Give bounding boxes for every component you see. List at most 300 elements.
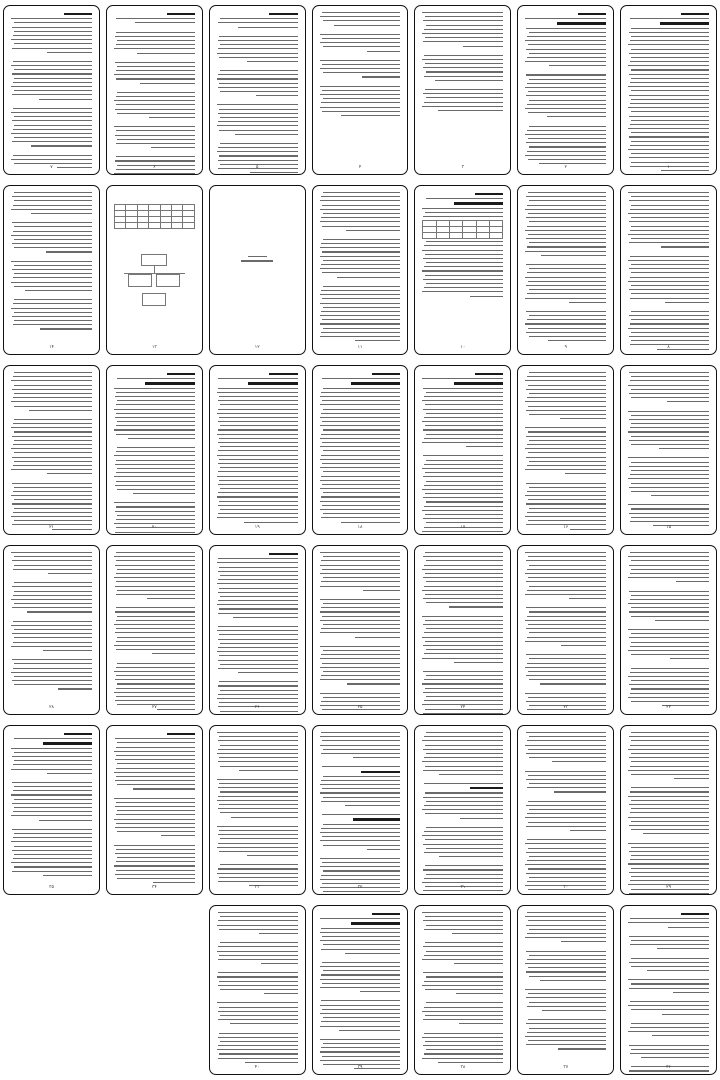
text-line (529, 487, 607, 488)
text-line (323, 388, 401, 389)
text-line (629, 53, 709, 54)
text-line (114, 502, 195, 503)
page-thumbnail-cell[interactable] (411, 360, 514, 540)
page-thumbnail[interactable] (620, 905, 717, 1075)
text-line (218, 694, 297, 695)
page-thumbnail-cell[interactable] (411, 720, 514, 900)
text-line (320, 693, 400, 694)
text-line (631, 966, 709, 967)
text-line (115, 759, 195, 760)
page-thumbnail[interactable] (414, 725, 511, 895)
text-line (528, 556, 606, 557)
text-line (423, 476, 503, 477)
text-line (217, 104, 298, 105)
text-line (456, 993, 503, 994)
text-line (527, 616, 606, 617)
org-chart-node (156, 274, 180, 287)
text-line (218, 985, 298, 986)
page-thumbnail-cell[interactable] (514, 0, 617, 180)
text-line (527, 465, 606, 466)
page-thumbnail-cell[interactable] (206, 900, 309, 1080)
page-thumbnail-cell[interactable] (309, 540, 412, 720)
page-thumbnail-cell[interactable] (309, 360, 412, 540)
text-line (525, 916, 606, 917)
page-thumbnail-cell[interactable] (103, 180, 206, 360)
text-line (259, 933, 298, 934)
page-thumbnail[interactable] (414, 545, 511, 715)
page-thumbnail[interactable] (312, 905, 409, 1075)
page-thumbnail[interactable] (620, 185, 717, 355)
text-line (526, 826, 606, 827)
text-line (426, 71, 504, 72)
text-line (12, 27, 92, 28)
section-heading (64, 13, 92, 15)
text-line (422, 761, 503, 762)
text-line (459, 1023, 503, 1024)
text-line (218, 808, 298, 809)
text-line (630, 766, 709, 767)
page-thumbnail[interactable] (414, 185, 511, 355)
text-line (217, 698, 298, 699)
text-line (320, 979, 401, 980)
text-line (426, 1002, 504, 1003)
text-line (628, 478, 709, 479)
text-line (426, 392, 504, 393)
page-number: ۳۶ (666, 1065, 671, 1070)
page-thumbnail[interactable] (209, 5, 306, 175)
text-line (218, 787, 298, 788)
page-thumbnail-cell[interactable] (103, 540, 206, 720)
text-line (13, 790, 92, 791)
page-thumbnail-cell[interactable] (411, 0, 514, 180)
page-thumbnail-cell[interactable] (617, 540, 720, 720)
text-line (219, 130, 297, 131)
text-line (11, 495, 92, 496)
text-line (423, 497, 503, 498)
page-thumbnail-cell[interactable] (0, 0, 103, 180)
text-line (320, 467, 400, 468)
page-thumbnail-cell[interactable] (0, 540, 103, 720)
text-line (631, 740, 709, 741)
text-line (630, 880, 709, 881)
text-line (217, 517, 298, 518)
text-line (426, 753, 504, 754)
text-line (540, 980, 606, 981)
text-line (528, 328, 606, 329)
page-thumbnail-cell[interactable] (103, 0, 206, 180)
page-number: ۴ (358, 165, 362, 170)
text-line (14, 807, 92, 808)
page-thumbnail-cell[interactable] (514, 540, 617, 720)
text-line (322, 788, 400, 789)
page-thumbnail[interactable] (3, 725, 100, 895)
page-text-block (114, 372, 195, 518)
page-number: ۲۹ (666, 885, 671, 890)
page-thumbnail[interactable] (209, 905, 306, 1075)
text-line (449, 606, 503, 607)
page-thumbnail-cell[interactable] (617, 0, 720, 180)
text-line (542, 714, 606, 715)
section-heading (475, 193, 503, 195)
text-line (323, 72, 401, 73)
page-thumbnail[interactable] (106, 545, 203, 715)
page-thumbnail-cell[interactable] (617, 720, 720, 900)
text-line (218, 1011, 298, 1012)
section-heading (361, 771, 401, 773)
text-line (31, 213, 92, 214)
text-line (631, 120, 709, 121)
text-line (320, 714, 400, 715)
page-thumbnail[interactable] (106, 5, 203, 175)
text-line (454, 662, 503, 663)
page-thumbnail-cell[interactable] (514, 900, 617, 1080)
text-line (116, 594, 195, 595)
text-line (322, 400, 400, 401)
text-line (13, 397, 92, 398)
text-line (525, 427, 606, 428)
page-thumbnail[interactable] (620, 5, 717, 175)
text-line (13, 595, 92, 596)
page-text-block (217, 552, 298, 698)
page-thumbnail-cell[interactable] (309, 720, 412, 900)
text-line (631, 642, 709, 643)
text-line (652, 1035, 709, 1036)
text-line (323, 556, 401, 557)
text-line (424, 506, 503, 507)
page-thumbnail[interactable] (517, 365, 614, 535)
text-line (423, 598, 503, 599)
page-text-block (628, 732, 709, 878)
page-text-block (114, 732, 195, 878)
page-thumbnail[interactable] (414, 905, 511, 1075)
text-line (526, 654, 606, 655)
text-line (631, 111, 709, 112)
text-line (629, 487, 709, 488)
text-line (322, 463, 400, 464)
text-line (529, 79, 607, 80)
page-thumbnail[interactable] (517, 905, 614, 1075)
text-line (629, 393, 709, 394)
text-line (218, 378, 298, 379)
text-line (337, 277, 400, 278)
text-line (320, 552, 400, 553)
text-line (424, 929, 503, 930)
text-line (629, 74, 709, 75)
text-line (12, 457, 92, 458)
page-thumbnail-cell[interactable] (103, 720, 206, 900)
text-line (321, 217, 400, 218)
text-line (425, 620, 503, 621)
text-line (527, 491, 606, 492)
text-line (117, 92, 195, 93)
text-line (14, 629, 92, 630)
text-line (217, 951, 298, 952)
page-thumbnail-cell[interactable] (103, 360, 206, 540)
page-number: ۷ (50, 165, 53, 170)
text-line (526, 1023, 606, 1024)
page-thumbnail-cell[interactable] (309, 180, 412, 360)
text-line (422, 1011, 503, 1012)
text-line (367, 51, 401, 52)
text-line (320, 323, 400, 324)
page-text-block (525, 372, 606, 518)
page-thumbnail-cell[interactable] (411, 540, 514, 720)
text-line (218, 972, 297, 973)
page-thumbnail-cell[interactable] (0, 180, 103, 360)
text-line (219, 736, 297, 737)
text-line (631, 389, 709, 390)
text-line (320, 42, 400, 43)
text-line (218, 409, 297, 410)
page-thumbnail-cell[interactable] (206, 540, 309, 720)
page-thumbnail[interactable] (312, 185, 409, 355)
text-line (115, 417, 195, 418)
text-line (320, 784, 401, 785)
text-line (220, 70, 298, 71)
text-line (355, 637, 400, 638)
page-thumbnail[interactable] (106, 185, 203, 355)
page-thumbnail-cell[interactable] (617, 900, 720, 1080)
text-line (628, 192, 709, 193)
page-thumbnail[interactable] (106, 365, 203, 535)
text-line (114, 455, 195, 456)
page-number: ۸ (667, 345, 670, 350)
text-line (13, 324, 92, 325)
page-thumbnail[interactable] (620, 545, 717, 715)
text-line (422, 106, 503, 107)
text-line (322, 12, 400, 13)
text-line (217, 1002, 298, 1003)
text-line (137, 53, 194, 54)
text-line (114, 845, 195, 846)
page-thumbnail[interactable] (414, 365, 511, 535)
page-thumbnail[interactable] (312, 545, 409, 715)
text-line (525, 40, 606, 41)
page-thumbnail[interactable] (3, 5, 100, 175)
text-line (320, 336, 401, 337)
text-line (528, 91, 606, 92)
text-line (426, 25, 504, 26)
page-thumbnail[interactable] (3, 365, 100, 535)
page-thumbnail-cell[interactable] (206, 720, 309, 900)
text-line (117, 663, 195, 664)
text-line (218, 834, 298, 835)
text-line (630, 552, 709, 553)
text-line (13, 512, 92, 513)
text-line (630, 646, 709, 647)
text-line (629, 157, 709, 158)
text-line (424, 266, 503, 267)
page-thumbnail-cell[interactable] (514, 720, 617, 900)
page-thumbnail[interactable] (209, 185, 306, 355)
page-thumbnail-cell[interactable] (514, 180, 617, 360)
text-line (628, 817, 709, 818)
text-line (527, 246, 606, 247)
text-line (629, 893, 709, 894)
text-line (529, 955, 607, 956)
text-line (117, 378, 195, 379)
text-line (525, 989, 606, 990)
text-line (629, 757, 709, 758)
text-line (11, 646, 92, 647)
text-line (529, 565, 607, 566)
text-line (321, 753, 400, 754)
text-line (219, 783, 297, 784)
text-line (116, 607, 194, 608)
text-line (655, 620, 709, 621)
text-line (114, 74, 195, 75)
text-line (629, 1045, 709, 1046)
text-line (217, 392, 298, 393)
page-thumbnail[interactable] (517, 5, 614, 175)
text-line (673, 992, 709, 993)
text-line (14, 846, 92, 847)
page-thumbnail-cell[interactable] (0, 360, 103, 540)
text-line (12, 756, 92, 757)
page-thumbnail[interactable] (209, 365, 306, 535)
page-thumbnail[interactable] (620, 725, 717, 895)
text-line (116, 143, 195, 144)
text-line (529, 221, 607, 222)
text-line (14, 200, 92, 201)
text-line (426, 732, 504, 733)
text-line (115, 62, 195, 63)
page-thumbnail[interactable] (312, 5, 409, 175)
text-line (220, 766, 298, 767)
text-line (426, 481, 504, 482)
text-line (527, 376, 606, 377)
text-line (220, 117, 298, 118)
page-thumbnail[interactable] (3, 185, 100, 355)
page-thumbnail-cell[interactable] (206, 0, 309, 180)
text-line (321, 875, 400, 876)
text-line (525, 495, 606, 496)
page-thumbnail-cell[interactable] (411, 900, 514, 1080)
page-text-block (320, 12, 401, 158)
text-line (526, 560, 606, 561)
page-thumbnail-cell[interactable] (206, 180, 309, 360)
text-line (561, 645, 606, 646)
page-thumbnail[interactable] (517, 185, 614, 355)
text-line (422, 683, 503, 684)
text-line (322, 251, 400, 252)
text-line (525, 594, 606, 595)
text-line (12, 680, 92, 681)
text-line (527, 839, 606, 840)
text-line (528, 775, 606, 776)
page-thumbnail[interactable] (414, 5, 511, 175)
page-thumbnail-cell[interactable] (0, 720, 103, 900)
org-chart-node (141, 254, 167, 266)
text-line (425, 1041, 503, 1042)
page-thumbnail[interactable] (517, 545, 614, 715)
text-line (423, 972, 503, 973)
section-heading (167, 733, 195, 735)
text-line (525, 667, 606, 668)
text-line (116, 392, 194, 393)
page-thumbnail[interactable] (209, 725, 306, 895)
text-line (424, 76, 503, 77)
text-line (426, 649, 504, 650)
text-line (218, 959, 298, 960)
text-line (631, 153, 709, 154)
page-thumbnail[interactable] (209, 545, 306, 715)
text-line (528, 801, 606, 802)
text-line (218, 74, 297, 75)
text-line (220, 942, 298, 943)
text-line (631, 99, 709, 100)
text-line (12, 829, 92, 830)
text-line (631, 397, 709, 398)
page-number: ۳۱ (460, 885, 466, 890)
text-line (347, 683, 400, 684)
text-line (238, 672, 298, 673)
page-thumbnail[interactable] (620, 365, 717, 535)
page-thumbnail-cell[interactable] (206, 360, 309, 540)
text-line (345, 953, 401, 954)
page-thumbnail-cell[interactable] (309, 900, 412, 1080)
text-line (11, 18, 92, 19)
text-line (217, 604, 298, 605)
text-line (422, 59, 503, 60)
page-thumbnail[interactable] (106, 725, 203, 895)
text-line (323, 450, 401, 451)
page-thumbnail-cell[interactable] (617, 360, 720, 540)
text-line (218, 450, 297, 451)
text-line (631, 616, 709, 617)
page-thumbnail-cell[interactable] (309, 0, 412, 180)
text-line (250, 172, 298, 173)
text-line (14, 452, 92, 453)
page-thumbnail[interactable] (312, 365, 409, 535)
page-thumbnail[interactable] (517, 725, 614, 895)
text-line (527, 569, 606, 570)
text-line (217, 976, 298, 977)
text-line (115, 679, 195, 680)
text-line (115, 874, 195, 875)
text-line (217, 1049, 298, 1050)
text-line (630, 474, 709, 475)
text-line (218, 571, 298, 572)
text-line (11, 841, 92, 842)
page-thumbnail-cell[interactable] (617, 180, 720, 360)
text-line (27, 611, 92, 612)
text-line (14, 299, 92, 300)
text-line (528, 406, 606, 407)
text-line (322, 836, 400, 837)
text-line (114, 556, 195, 557)
text-line (422, 985, 503, 986)
text-line (321, 928, 400, 929)
text-line (526, 852, 606, 853)
text-line (11, 625, 92, 626)
text-line (528, 385, 606, 386)
page-number: ۱۵ (666, 525, 671, 530)
text-line (422, 291, 503, 292)
text-line (422, 637, 503, 638)
text-line (321, 392, 400, 393)
text-line (218, 843, 297, 844)
text-line (220, 812, 298, 813)
text-line (219, 396, 297, 397)
text-line (630, 918, 709, 919)
page-thumbnail[interactable] (3, 545, 100, 715)
page-thumbnail-cell[interactable] (514, 360, 617, 540)
page-thumbnail[interactable] (312, 725, 409, 895)
page-thumbnail-cell[interactable] (411, 180, 514, 360)
section-heading (269, 373, 297, 375)
text-line (529, 53, 607, 54)
